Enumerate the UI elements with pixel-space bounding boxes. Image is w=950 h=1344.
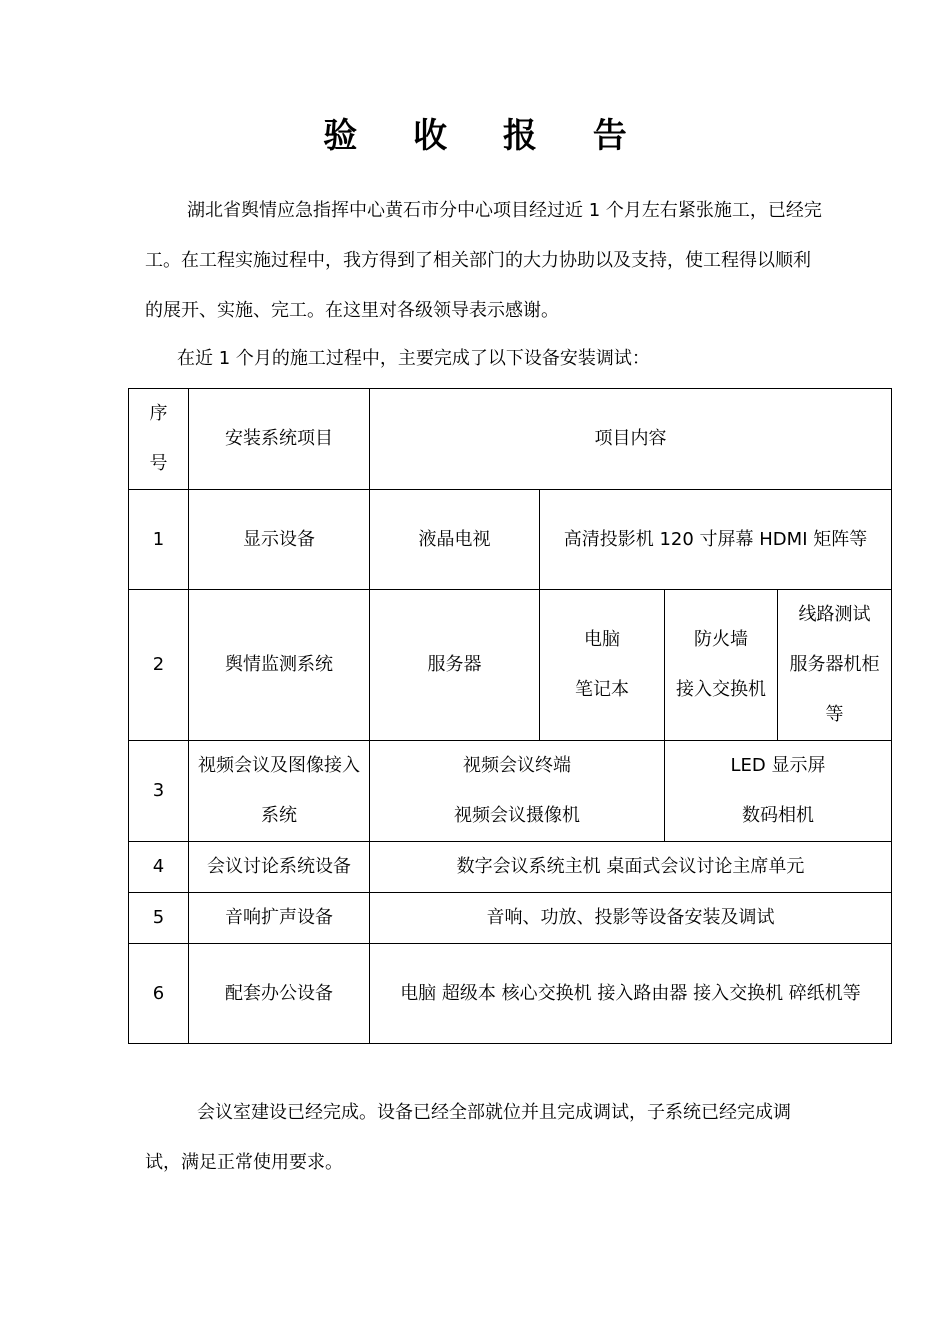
report-title: 验 收 报 告 [323,116,649,156]
row-seq: 1 [129,490,189,590]
table-row [129,893,892,944]
row-item: 数字会议系统主机 桌面式会议讨论主席单元 [370,842,892,893]
row-seq: 6 [129,944,189,1044]
row-system: 会议讨论系统设备 [189,842,370,893]
row-item: 电脑 超级本 核心交换机 接入路由器 接入交换机 碎纸机等 [370,944,892,1044]
row-item: 线路测试 服务器机柜等 [778,590,892,741]
row-seq: 2 [129,590,189,741]
row-seq: 5 [129,893,189,944]
row-item: 高清投影机 120 寸屏幕 HDMI 矩阵等 [540,490,892,590]
row-item: 防火墙 接入交换机 [665,590,778,741]
table-header-row [129,389,892,490]
table-row [129,741,892,842]
header-seq: 序 号 [129,389,189,490]
header-system: 安装系统项目 [189,389,370,490]
row-item: 音响、功放、投影等设备安装及调试 [370,893,892,944]
closing-paragraph: 会议室建设已经完成。设备已经全部就位并且完成调试，子系统已经完成调试，满足正常使用要求。 [145,1102,791,1173]
row-system: 配套办公设备 [189,944,370,1044]
row-system: 显示设备 [189,490,370,590]
row-item: 服务器 [370,590,540,741]
row-system: 视频会议及图像接入系统 [189,741,370,842]
row-seq: 4 [129,842,189,893]
row-item: 液晶电视 [370,490,540,590]
equipment-table [128,388,892,1044]
row-item: LED 显示屏 数码相机 [665,741,892,842]
table-row [129,944,892,1044]
table-row [129,590,892,741]
row-item: 电脑 笔记本 [540,590,665,741]
table-row [129,842,892,893]
intro-paragraph: 湖北省舆情应急指挥中心黄石市分中心项目经过近 1 个月左右紧张施工，已经完工。在工程实施过程中，我方得到了相关部门的大力协助以及支持，使工程得以顺利的展开、实施、完工。在这里对各级领导表示感谢。 [145,200,822,321]
row-seq: 3 [129,741,189,842]
row-item: 视频会议终端 视频会议摄像机 [370,741,665,842]
row-system: 音响扩声设备 [189,893,370,944]
header-content: 项目内容 [370,389,892,490]
table-row [129,490,892,590]
lead-paragraph: 在近 1 个月的施工过程中，主要完成了以下设备安装调试： [177,348,650,369]
row-system: 舆情监测系统 [189,590,370,741]
